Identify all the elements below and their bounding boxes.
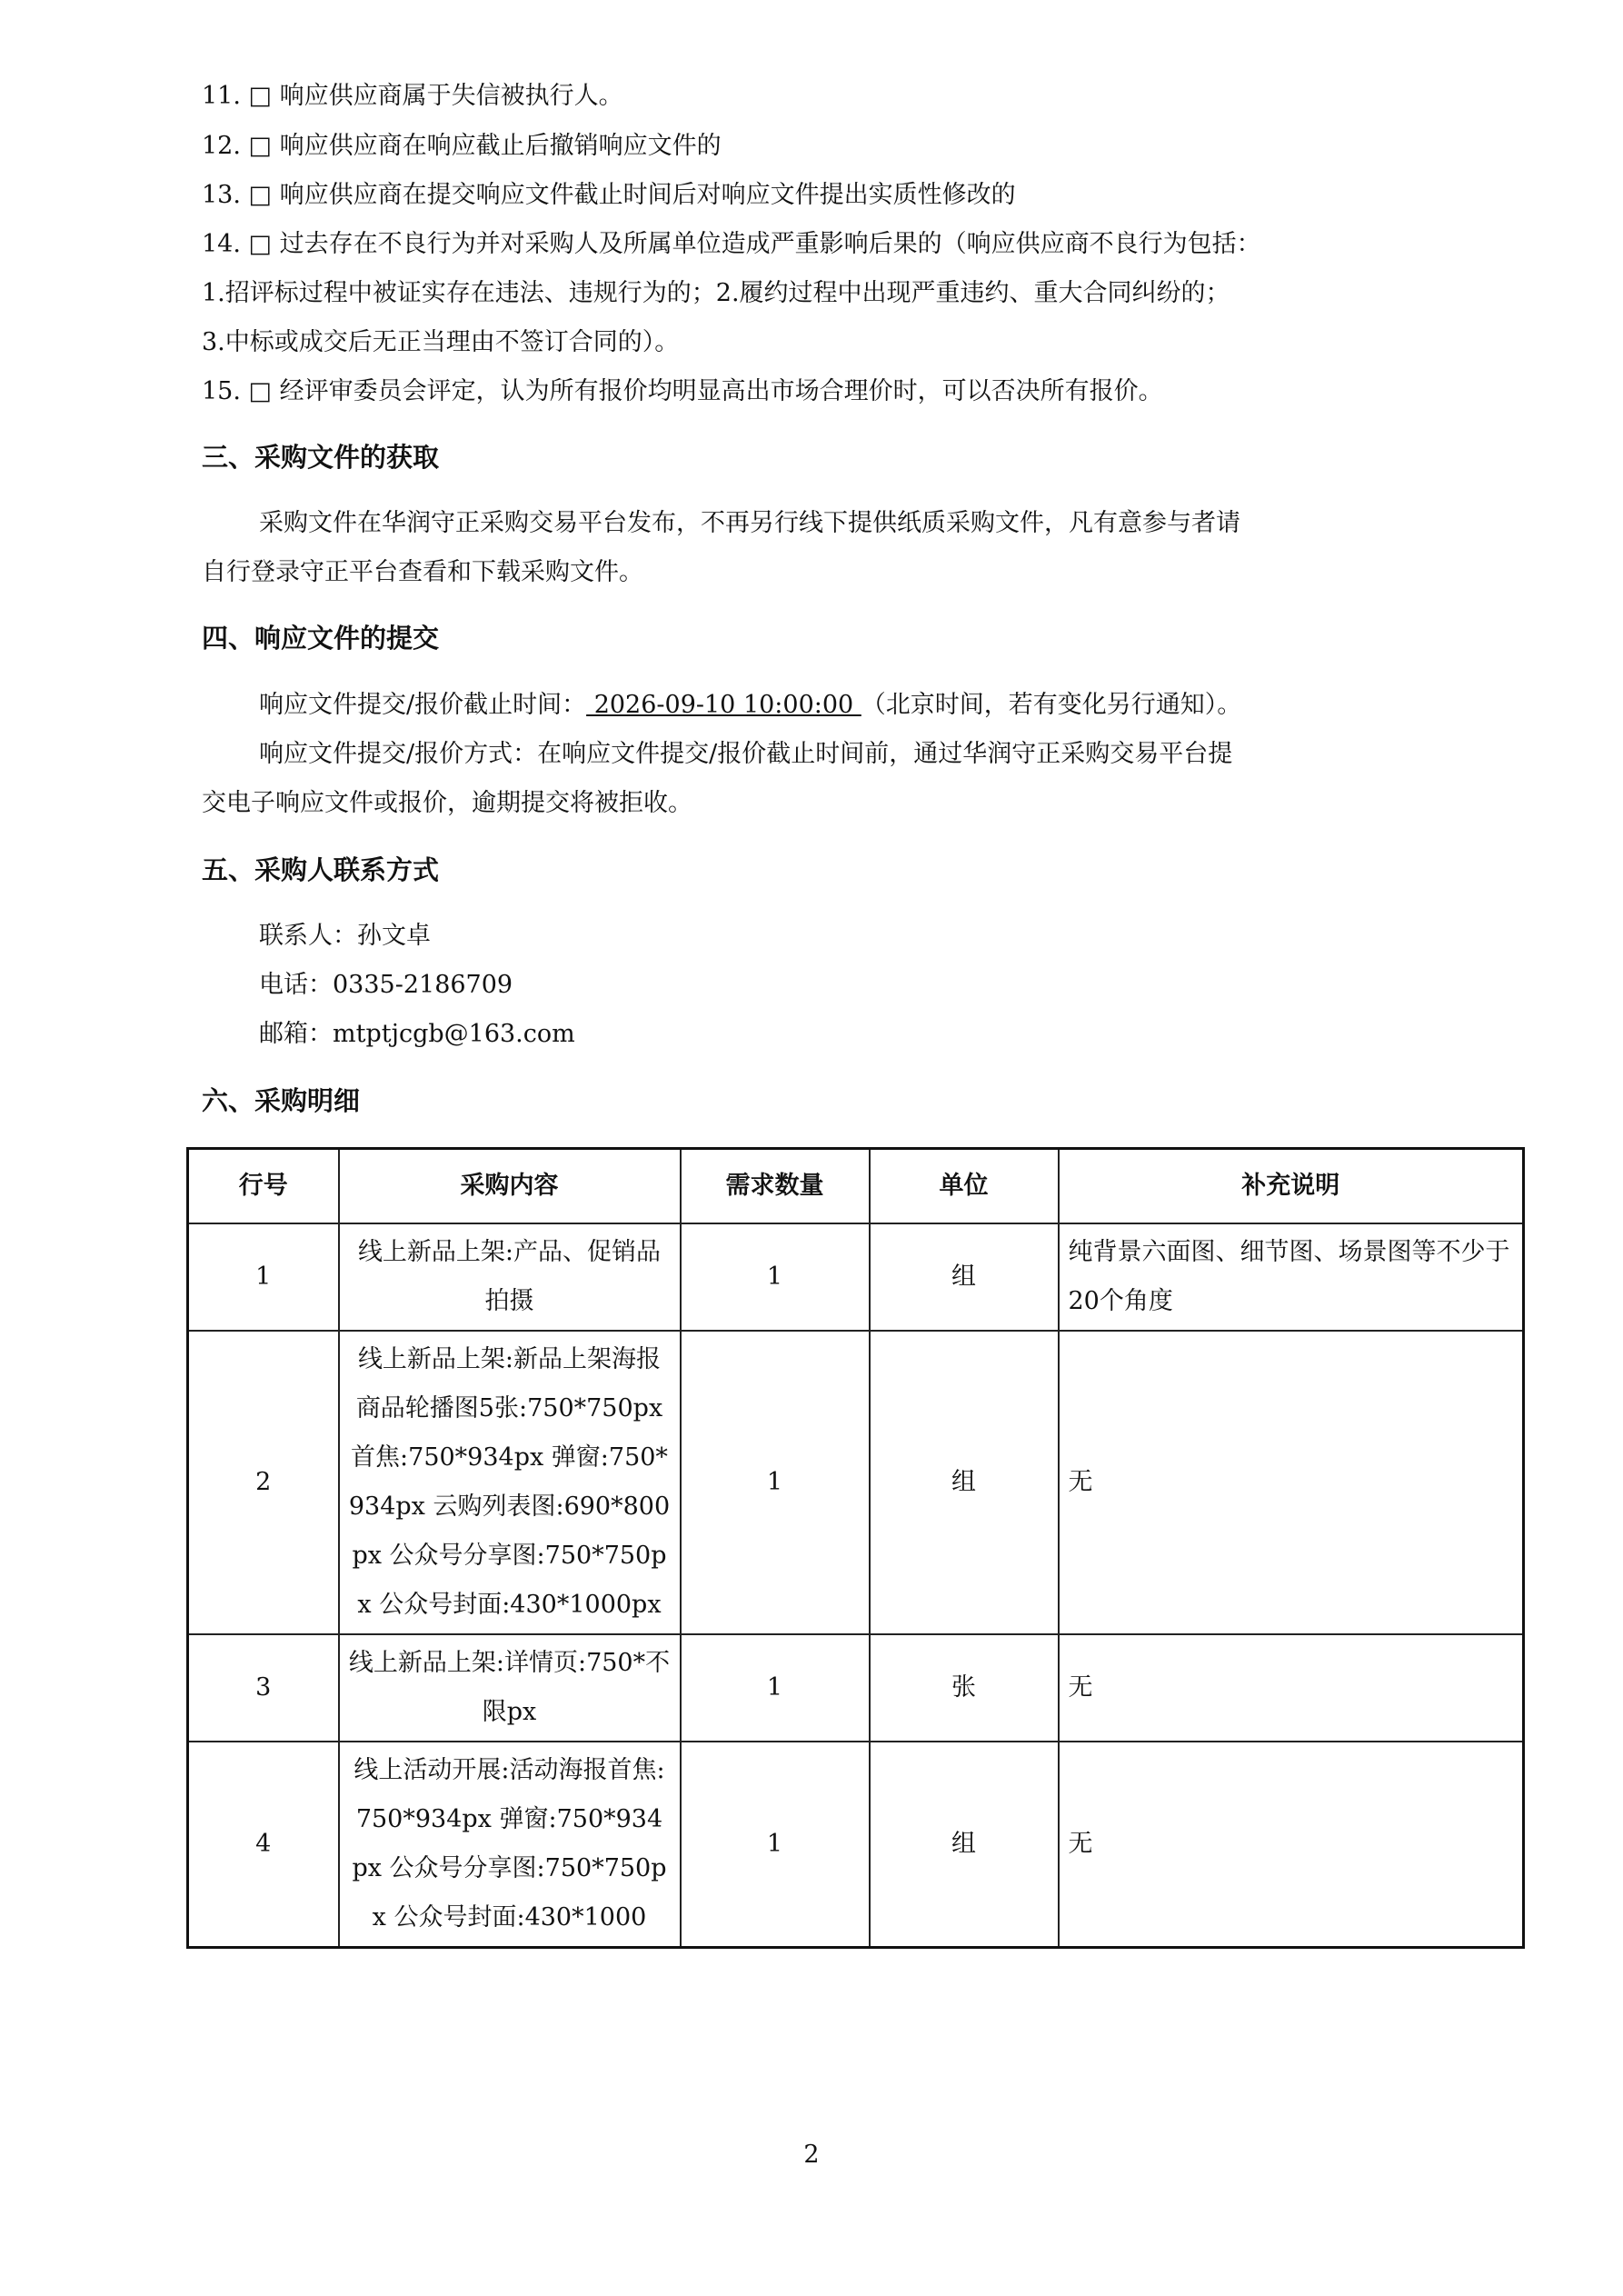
- cell-quantity: 1: [681, 1223, 870, 1331]
- cell-content: 线上新品上架:新品上架海报 商品轮播图5张:750*750px 首焦:750*934px 弹窗:750*934px 云购列表图:690*800px 公众号分享图:750*750px 公众号封面:430*1000px: [339, 1331, 681, 1634]
- cell-note: 无: [1059, 1331, 1524, 1634]
- list-item-12: 12. □ 响应供应商在响应截止后撤销响应文件的: [202, 132, 722, 160]
- list-item-15: 15. □ 经评审委员会评定，认为所有报价均明显高出市场合理价时，可以否决所有报价。: [202, 377, 1163, 405]
- cell-row-no: 1: [188, 1223, 339, 1331]
- contact-email: 邮箱：mtptjcgb@163.com: [259, 1020, 575, 1048]
- cell-row-no: 4: [188, 1742, 339, 1948]
- cell-unit: 组: [870, 1742, 1059, 1948]
- header-content: 采购内容: [339, 1149, 681, 1224]
- deadline-line: [259, 687, 1577, 724]
- cell-unit: 张: [870, 1634, 1059, 1742]
- section-heading-3: 三、采购文件的获取: [202, 442, 440, 473]
- table-row: [188, 1331, 1524, 1634]
- section-heading-5: 五、采购人联系方式: [202, 854, 440, 885]
- table-row: [188, 1742, 1524, 1948]
- header-unit: 单位: [870, 1149, 1059, 1224]
- cell-content: 线上新品上架:产品、促销品拍摄: [339, 1223, 681, 1331]
- list-item-11: 11. □ 响应供应商属于失信被执行人。: [202, 82, 623, 110]
- list-item-13: 13. □ 响应供应商在提交响应文件截止时间后对响应文件提出实质性修改的: [202, 181, 1016, 209]
- cell-quantity: 1: [681, 1742, 870, 1948]
- page-number: 2: [803, 2141, 820, 2169]
- cell-note: 纯背景六面图、细节图、场景图等不少于20个角度: [1059, 1223, 1524, 1331]
- header-quantity: 需求数量: [681, 1149, 870, 1224]
- section-heading-6: 六、采购明细: [202, 1085, 361, 1116]
- cell-unit: 组: [870, 1331, 1059, 1634]
- cell-content: 线上新品上架:详情页:750*不限px: [339, 1634, 681, 1742]
- table-header-row: [188, 1149, 1524, 1224]
- list-item-14: 14. □ 过去存在不良行为并对采购人及所属单位造成严重影响后果的（响应供应商不良行为包括：: [202, 230, 1261, 258]
- section-heading-4: 四、响应文件的提交: [202, 623, 440, 654]
- contact-phone: 电话：0335-2186709: [259, 971, 513, 999]
- table-row: [188, 1223, 1524, 1331]
- header-note: 补充说明: [1059, 1149, 1524, 1224]
- cell-content: 线上活动开展:活动海报首焦:750*934px 弹窗:750*934px 公众号分享图:750*750px 公众号封面:430*1000: [339, 1742, 681, 1948]
- section3-paragraph-line-2: 自行登录守正平台查看和下载采购文件。: [202, 558, 643, 586]
- deadline-value: 2026-09-10 10:00:00: [586, 691, 861, 719]
- cell-row-no: 2: [188, 1331, 339, 1634]
- list-item-14-cont-2: 3.中标或成交后无正当理由不签订合同的）。: [202, 328, 680, 356]
- list-item-14-cont-1: 1.招评标过程中被证实存在违法、违规行为的；2.履约过程中出现严重违约、重大合同纠纷的；: [202, 279, 1230, 307]
- table-row: [188, 1634, 1524, 1742]
- cell-note: 无: [1059, 1742, 1524, 1948]
- submission-method-line-2: 交电子响应文件或报价，逾期提交将被拒收。: [202, 789, 692, 817]
- deadline-label: 响应文件提交/报价截止时间：: [259, 691, 587, 719]
- cell-row-no: 3: [188, 1634, 339, 1742]
- deadline-note: （北京时间，若有变化另行通知）。: [861, 691, 1242, 719]
- cell-unit: 组: [870, 1223, 1059, 1331]
- contact-person: 联系人：孙文卓: [259, 922, 431, 950]
- section3-paragraph-line-1: 采购文件在华润守正采购交易平台发布，不再另行线下提供纸质采购文件，凡有意参与者请: [259, 509, 1240, 537]
- submission-method-line-1: 响应文件提交/报价方式：在响应文件提交/报价截止时间前，通过华润守正采购交易平台提: [259, 740, 1233, 768]
- cell-note: 无: [1059, 1634, 1524, 1742]
- procurement-detail-table: [186, 1147, 1525, 1949]
- header-row-no: 行号: [188, 1149, 339, 1224]
- cell-quantity: 1: [681, 1331, 870, 1634]
- cell-quantity: 1: [681, 1634, 870, 1742]
